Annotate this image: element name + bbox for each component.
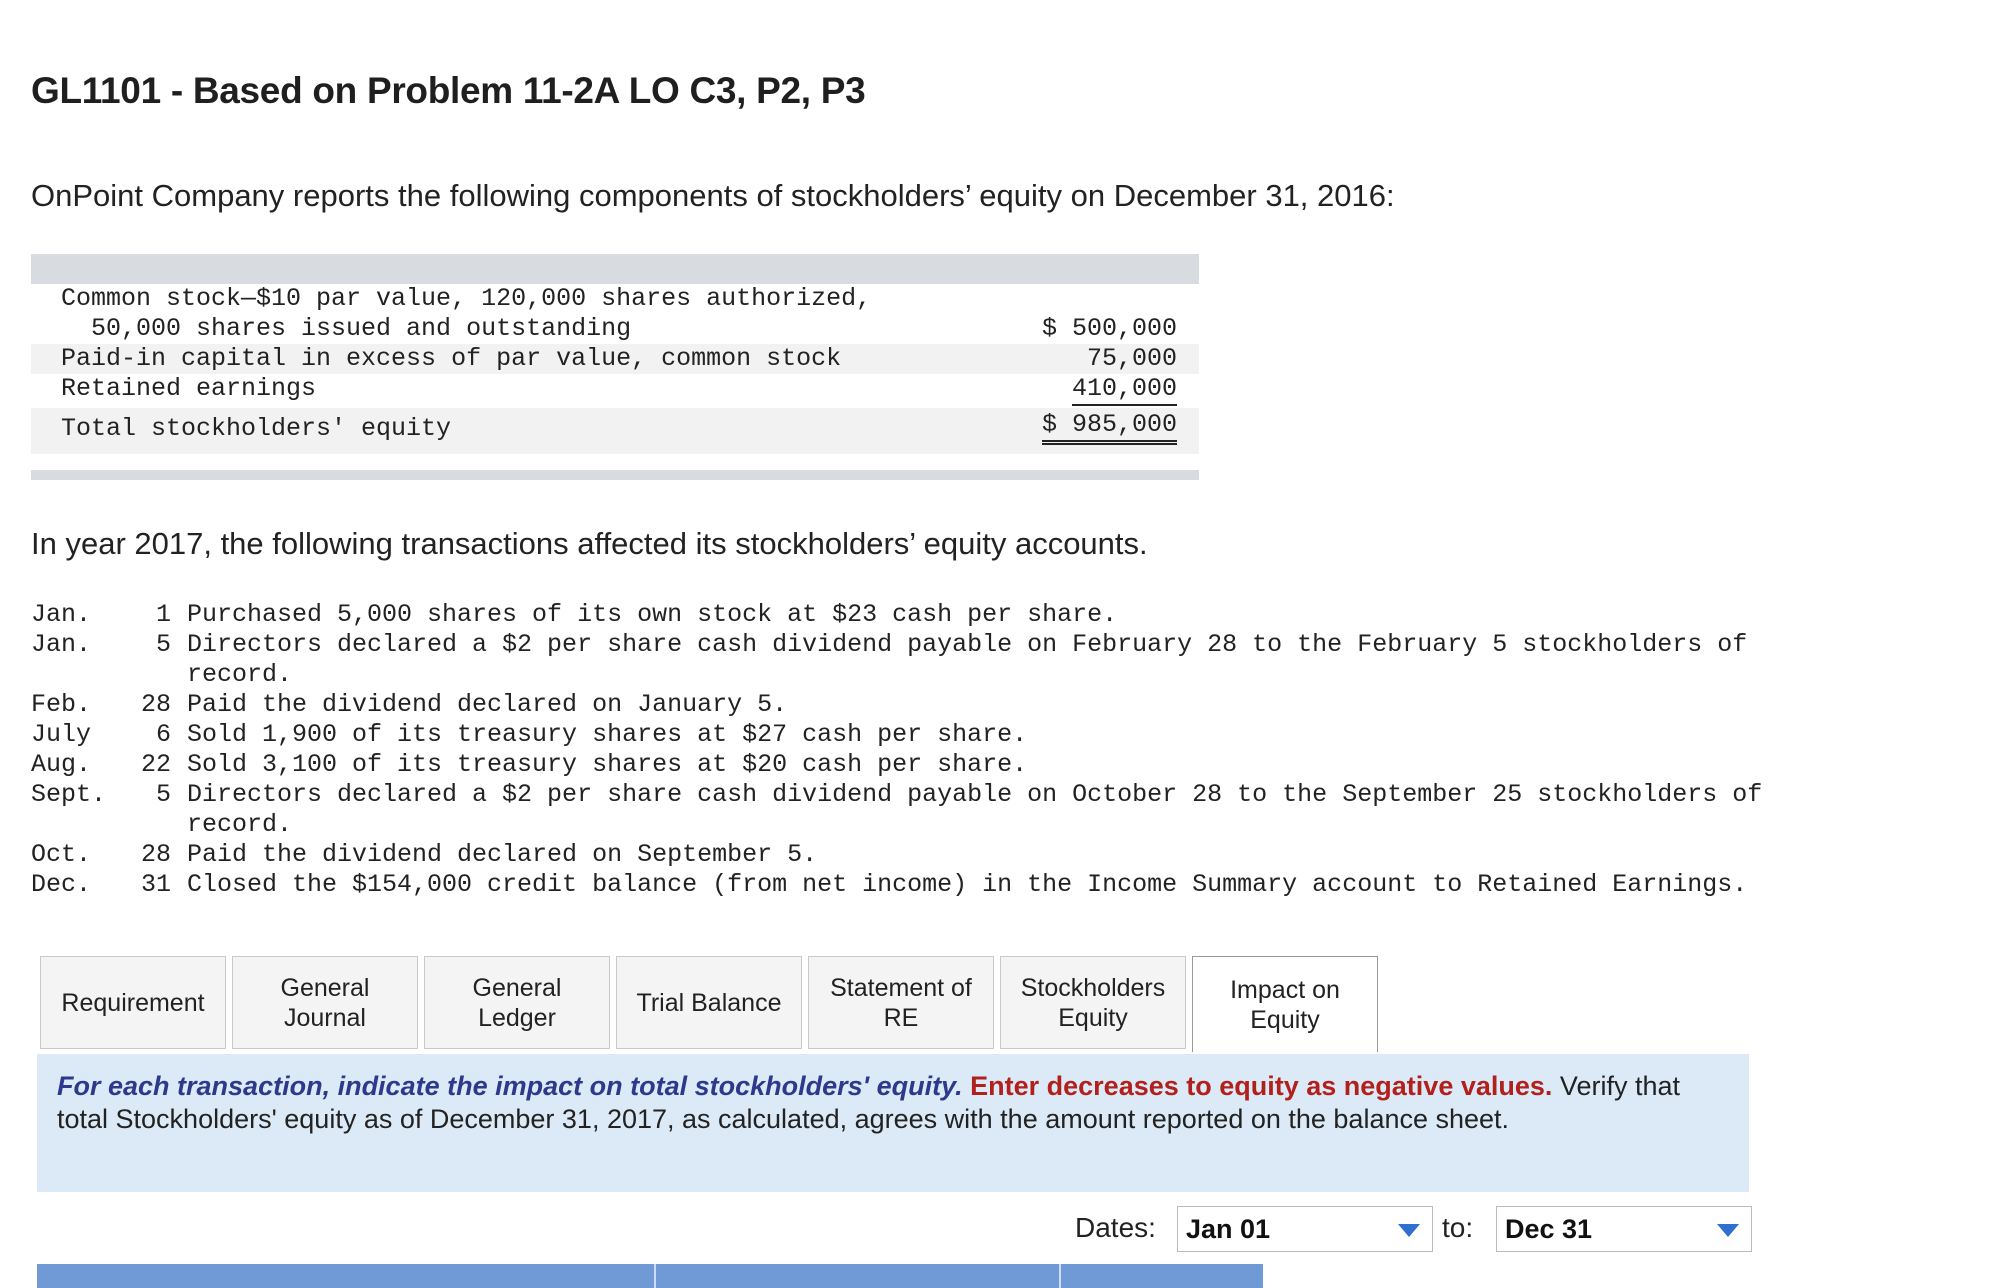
transaction-item [31, 870, 1931, 900]
transaction-description: Sold 3,100 of its treasury shares at $20 cash per share. [187, 750, 1028, 779]
transaction-description: Closed the $154,000 credit balance (from net income) in the Income Summary account to Retained Earnings. [187, 870, 1748, 899]
transaction-month: Feb. [31, 690, 92, 719]
impact-table-header [37, 1264, 1263, 1288]
tab-label: Stockholders [1020, 973, 1166, 1002]
equity-row-common-stock-b [31, 314, 1199, 344]
equity-label: 50,000 shares issued and outstanding [61, 314, 632, 343]
date-to-value: Dec 31 [1505, 1214, 1593, 1244]
transaction-day: 31 [140, 870, 171, 899]
equity-total-label: Total stockholders' equity [61, 414, 452, 443]
equity-table [31, 254, 1199, 480]
equity-row-retained-earnings [31, 374, 1199, 404]
transaction-description: Purchased 5,000 shares of its own stock at $23 cash per share. [187, 600, 1118, 629]
transaction-item [31, 720, 1931, 750]
equity-total-amount: $ 985,000 [1042, 410, 1177, 445]
transaction-day: 6 [155, 720, 171, 749]
transactions-list [31, 600, 1931, 900]
transaction-day: 5 [155, 780, 171, 809]
tab-label-line2: Ledger [478, 1003, 556, 1032]
transaction-day: 1 [155, 600, 171, 629]
equity-row-paid-in-capital [31, 344, 1199, 374]
tab-trial-balance[interactable] [616, 956, 802, 1049]
tab-statement-of-re[interactable] [808, 956, 994, 1049]
tab-label: Impact on [1230, 975, 1340, 1004]
chevron-down-icon [1398, 1224, 1420, 1237]
tab-label-line2: RE [883, 1003, 919, 1032]
equity-table-body [31, 284, 1199, 470]
tab-general-ledger[interactable] [424, 956, 610, 1049]
transaction-day: 22 [140, 750, 171, 779]
date-from-value: Jan 01 [1186, 1214, 1271, 1244]
transaction-item [31, 750, 1931, 780]
transaction-month: Jan. [31, 630, 92, 659]
tab-general-journal[interactable] [232, 956, 418, 1049]
transactions-intro: In year 2017, the following transactions affected its stockholders’ equity accounts. [31, 526, 1148, 561]
transaction-item [31, 630, 1931, 690]
tab-requirement[interactable] [40, 956, 226, 1049]
intro-text: OnPoint Company reports the following components of stockholders’ equity on December 31, 2016: [31, 178, 1395, 213]
instructions-warning: Enter decreases to equity as negative values. [970, 1071, 1553, 1101]
instructions-main: For each transaction, indicate the impact on total stockholders' equity. [57, 1071, 963, 1101]
tab-label-line2: Equity [1250, 1005, 1320, 1034]
tab-impact-on-equity[interactable] [1192, 956, 1378, 1052]
equity-amount: $ 500,000 [1041, 314, 1177, 343]
transaction-month: Aug. [31, 750, 92, 779]
tab-label: Requirement [61, 988, 205, 1017]
equity-row-common-stock-a [31, 284, 1199, 314]
chevron-down-icon [1717, 1224, 1739, 1237]
equity-label: Paid-in capital in excess of par value, common stock [61, 344, 842, 373]
transaction-month: Sept. [31, 780, 107, 809]
transaction-month: Oct. [31, 840, 92, 869]
tab-label: Statement of [830, 973, 972, 1002]
column-divider [1059, 1264, 1061, 1288]
tab-label: General [472, 973, 562, 1002]
page-title: GL1101 - Based on Problem 11-2A LO C3, P2, P3 [31, 70, 866, 111]
instructions-detail: Verify that total Stockholders' equity as of December 31, 2017, as calculated, agrees with the amount reported on the balance sheet. [57, 1071, 1680, 1134]
transaction-month: July [31, 720, 92, 749]
dates-label: Dates: [1075, 1212, 1156, 1243]
transaction-month: Dec. [31, 870, 92, 899]
equity-table-bottom-bar [31, 470, 1199, 480]
date-to-select[interactable] [1496, 1206, 1752, 1252]
tab-label: Trial Balance [636, 988, 782, 1017]
equity-table-top-bar [31, 254, 1199, 284]
equity-label: Common stock—$10 par value, 120,000 shares authorized, [61, 284, 872, 313]
transaction-item [31, 690, 1931, 720]
tab-stockholders-equity[interactable] [1000, 956, 1186, 1049]
requirement-tabs [40, 956, 1740, 1051]
equity-amount: 410,000 [1072, 374, 1177, 406]
transaction-description: Paid the dividend declared on January 5. [187, 690, 788, 719]
transaction-description: Sold 1,900 of its treasury shares at $27 cash per share. [187, 720, 1028, 749]
transaction-description: Directors declared a $2 per share cash dividend payable on February 28 to the February 5 stockholders of record. [187, 630, 1748, 689]
date-from-select[interactable] [1177, 1206, 1433, 1252]
dates-to-label: to: [1442, 1212, 1474, 1243]
transaction-item [31, 840, 1931, 870]
column-divider [654, 1264, 656, 1288]
tab-label: General [280, 973, 370, 1002]
transaction-item [31, 600, 1931, 630]
transaction-item [31, 780, 1931, 840]
instructions-panel [37, 1054, 1749, 1192]
transaction-description: Paid the dividend declared on September 5. [187, 840, 818, 869]
transaction-day: 28 [140, 840, 171, 869]
equity-label: Retained earnings [61, 374, 317, 403]
transaction-description: Directors declared a $2 per share cash dividend payable on October 28 to the September 25 stockholders of record. [187, 780, 1763, 839]
transaction-day: 5 [155, 630, 171, 659]
equity-row-total [31, 408, 1199, 454]
transaction-day: 28 [140, 690, 171, 719]
tab-label-line2: Equity [1058, 1003, 1128, 1032]
tab-label-line2: Journal [283, 1003, 366, 1032]
equity-amount: 75,000 [1086, 344, 1177, 373]
transaction-month: Jan. [31, 600, 92, 629]
